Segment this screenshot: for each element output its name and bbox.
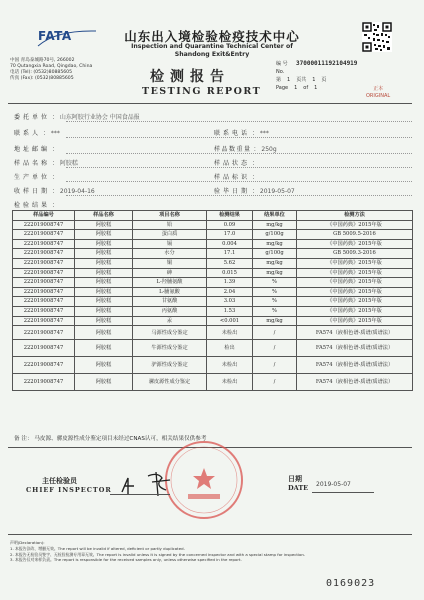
cell-unit: / — [253, 340, 297, 357]
cell-item: 水分 — [133, 249, 207, 259]
result-label: 检验结果 — [14, 202, 51, 209]
table-row — [13, 287, 413, 297]
table-header-row — [13, 211, 413, 221]
cell-result: 1.39 — [207, 278, 253, 288]
total-value: 1 — [312, 77, 316, 83]
cell-result: 未检出 — [207, 326, 253, 340]
table-row — [13, 297, 413, 307]
original-mark — [366, 86, 390, 100]
cell-unit: g/100g — [253, 249, 297, 259]
cell-sample-id: 222019008747 — [13, 340, 75, 357]
number-label-en: No. — [276, 69, 285, 75]
cell-method: 《中国药典》2015年版 — [297, 278, 413, 288]
contact-label: 联系人 — [14, 130, 42, 137]
cell-sample-id: 222019008747 — [13, 239, 75, 249]
table-row — [13, 220, 413, 230]
cell-method: GB 5009.5-2016 — [297, 230, 413, 240]
table-row — [13, 306, 413, 316]
cell-sample-id: 222019008747 — [13, 258, 75, 268]
quantity-field: 样品数重量 ： 250g — [214, 146, 277, 153]
sample-state-field: 样品状态 ： — [214, 160, 258, 167]
header-sample-id: 样品编号 — [13, 211, 75, 221]
page-value: 1 — [287, 77, 291, 83]
cell-method: 《中国药典》2015年版 — [297, 220, 413, 230]
quantity-label: 样品数重量 — [214, 146, 252, 153]
cell-unit: mg/kg — [253, 258, 297, 268]
cell-method: 《中国药典》2015年版 — [297, 239, 413, 249]
cell-sample-id: 222019008747 — [13, 297, 75, 307]
page-value-en: 1 — [294, 85, 298, 91]
cell-result: 0.004 — [207, 239, 253, 249]
cell-item: 镉 — [133, 239, 207, 249]
declaration-item: 1. 本报告涂改、增删无效。The report will be invalid if altered, deficient or partly duplicated. — [10, 545, 185, 551]
address-line: 中国 青岛泰城路70号, 266002 — [10, 58, 75, 63]
field-underline — [66, 121, 412, 122]
remark-text: 备 注： 马皮源、骡皮源性成分鉴定项目未经过CNAS认可，相关结果仅供参考 — [14, 436, 207, 442]
cell-item: 骡皮源性成分鉴定 — [133, 374, 207, 391]
declaration — [10, 540, 414, 563]
table-row — [13, 374, 413, 391]
cell-result: 1.53 — [207, 306, 253, 316]
cell-item: 砷 — [133, 268, 207, 278]
cell-result: 2.04 — [207, 287, 253, 297]
table-row — [13, 316, 413, 326]
cell-item: 蛋白质 — [133, 230, 207, 240]
signature-line — [110, 494, 170, 495]
sample-name-label: 样品名称 — [14, 160, 51, 167]
cell-sample-id: 222019008747 — [13, 306, 75, 316]
cell-result: 未检出 — [207, 374, 253, 391]
cell-item: 马源性成分鉴定 — [133, 326, 207, 340]
sample-mark-label: 样品标识 — [214, 174, 251, 181]
finished-date-value: 2019-05-07 — [259, 188, 295, 195]
cell-sample-id: 222019008747 — [13, 230, 75, 240]
received-date-value: 2019-04-16 — [59, 188, 95, 195]
cell-unit: % — [253, 278, 297, 288]
cell-item: 铅 — [133, 220, 207, 230]
cell-method: FA574（液相色谱-质谱/质谱法） — [297, 357, 413, 374]
cell-unit: mg/kg — [253, 268, 297, 278]
cell-item: 牛源性成分鉴定 — [133, 340, 207, 357]
cell-unit: g/100g — [253, 230, 297, 240]
quantity-value: 250g — [261, 146, 277, 153]
cell-method: 《中国药典》2015年版 — [297, 287, 413, 297]
sample-mark-field: 样品标识 ： — [214, 174, 258, 181]
sample-state-label: 样品状态 — [214, 160, 251, 167]
cell-result: 5.62 — [207, 258, 253, 268]
cell-sample-id: 222019008747 — [13, 268, 75, 278]
cell-sample-name: 阿胶糕 — [75, 258, 133, 268]
center-name-en-line2: Shandong Exit&Entry — [174, 51, 250, 58]
logo-text: FATA — [38, 29, 72, 43]
cell-sample-name: 阿胶糕 — [75, 230, 133, 240]
cell-sample-name: 阿胶糕 — [75, 249, 133, 259]
report-number-block — [276, 60, 357, 92]
chief-inspector-label-cn: 主任检验员 — [42, 477, 77, 485]
declaration-divider — [8, 534, 412, 535]
cell-result: 17.1 — [207, 249, 253, 259]
header-divider — [8, 103, 412, 104]
cell-result: 0.015 — [207, 268, 253, 278]
center-name-cn: 山东出入境检验检疫技术中心 — [124, 29, 300, 44]
header-sample-name: 样品名称 — [75, 211, 133, 221]
report-number: 37000011192104919 — [296, 60, 358, 67]
producer-label: 生产单位 — [14, 174, 51, 181]
date-line — [312, 492, 374, 493]
of-value-en: 1 — [314, 85, 318, 91]
date-label-en: DATE — [288, 484, 309, 492]
table-row — [13, 278, 413, 288]
phone-value: *** — [259, 130, 269, 137]
cell-result: <0.001 — [207, 316, 253, 326]
fax-line: 传真 (Fax): (0532)80885605 — [10, 76, 74, 81]
declaration-item: 3. 本报告仅对来样负责。The report is responsible for the received samples only, unless otherwise specified in the report. — [10, 557, 242, 563]
signature-date: 2019-05-07 — [316, 481, 351, 488]
original-en: ORIGINAL — [366, 93, 391, 99]
cell-unit: mg/kg — [253, 220, 297, 230]
cell-sample-id: 222019008747 — [13, 287, 75, 297]
cell-item: 甘氨酸 — [133, 297, 207, 307]
field-underline — [66, 167, 412, 168]
cell-unit: % — [253, 306, 297, 316]
tel-line: 电话 (Tel): (0532)80885605 — [10, 70, 73, 75]
address-label: 地址邮编 — [14, 146, 51, 153]
cell-item: 丙氨酸 — [133, 306, 207, 316]
table-row — [13, 239, 413, 249]
table-row — [13, 340, 413, 357]
sample-name-field: 样品名称 ： 阿胶糕 — [14, 160, 78, 167]
header-method: 检测方法 — [297, 211, 413, 221]
result-heading: 检验结果 ： — [14, 202, 58, 209]
cell-sample-name: 阿胶糕 — [75, 357, 133, 374]
table-row — [13, 357, 413, 374]
cell-result: 检出 — [207, 340, 253, 357]
date-label-cn: 日期 — [288, 475, 302, 483]
table-row — [13, 230, 413, 240]
serial-number: 0169023 — [326, 578, 376, 589]
client-field: 委托单位 ： 山东阿胶行业协会 中国食品报 — [14, 114, 140, 121]
cell-sample-name: 阿胶糕 — [75, 220, 133, 230]
cell-sample-name: 阿胶糕 — [75, 306, 133, 316]
cell-item: 汞 — [133, 316, 207, 326]
center-name-en — [112, 43, 312, 59]
phone-field: 联系电话 ： *** — [214, 130, 269, 137]
cell-sample-name: 阿胶糕 — [75, 268, 133, 278]
cell-result: 17.0 — [207, 230, 253, 240]
cell-item: 铜 — [133, 258, 207, 268]
field-underline — [66, 195, 412, 196]
table-row — [13, 258, 413, 268]
cell-method: FA574（液相色谱-质谱/质谱法） — [297, 326, 413, 340]
contact-field: 联系人 ： *** — [14, 130, 60, 137]
cell-sample-name: 阿胶糕 — [75, 297, 133, 307]
header-unit: 结果单位 — [253, 211, 297, 221]
original-cn: 正本 — [373, 86, 384, 92]
cell-item: L-脯氨酸 — [133, 287, 207, 297]
phone-label: 联系电话 — [214, 130, 251, 137]
cell-sample-id: 222019008747 — [13, 357, 75, 374]
cell-sample-name: 阿胶糕 — [75, 340, 133, 357]
declaration-title: 声明(Declaration): — [10, 540, 45, 545]
field-underline — [66, 137, 412, 138]
cell-sample-id: 222019008747 — [13, 316, 75, 326]
cell-sample-name: 阿胶糕 — [75, 287, 133, 297]
cell-sample-name: 阿胶糕 — [75, 239, 133, 249]
cell-sample-id: 222019008747 — [13, 249, 75, 259]
report-title-en: TESTING REPORT — [142, 86, 262, 97]
cell-method: 《中国药典》2015年版 — [297, 258, 413, 268]
cell-sample-id: 222019008747 — [13, 278, 75, 288]
table-row — [13, 268, 413, 278]
sample-name-value: 阿胶糕 — [59, 160, 78, 167]
field-underline — [66, 153, 412, 154]
received-date-field: 收样日期 ： 2019-04-16 — [14, 188, 95, 195]
page-label-en: Page — [276, 85, 289, 91]
cell-unit: mg/kg — [253, 316, 297, 326]
cell-item: 驴源性成分鉴定 — [133, 357, 207, 374]
finished-date-field: 验毕日期 ： 2019-05-07 — [214, 188, 295, 195]
number-label: 编 号 — [276, 61, 288, 67]
cell-sample-name: 阿胶糕 — [75, 278, 133, 288]
center-name-en-line1: Inspection and Quarantine Technical Center of — [131, 43, 293, 50]
cell-unit: / — [253, 357, 297, 374]
cell-result: 3.03 — [207, 297, 253, 307]
field-underline — [66, 181, 412, 182]
header-item-name: 项目名称 — [133, 211, 207, 221]
client-value: 山东阿胶行业协会 中国食品报 — [59, 114, 140, 121]
finished-date-label: 验毕日期 — [214, 188, 251, 195]
table-row — [13, 326, 413, 340]
total-label: 页共 — [296, 77, 307, 83]
cell-unit: / — [253, 326, 297, 340]
cell-result: 未检出 — [207, 357, 253, 374]
cell-method: 《中国药典》2015年版 — [297, 316, 413, 326]
producer-field: 生产单位 ： — [14, 174, 58, 181]
cell-sample-id: 222019008747 — [13, 374, 75, 391]
cell-result: 0.09 — [207, 220, 253, 230]
official-stamp-icon — [162, 438, 246, 522]
qr-code-icon — [362, 22, 392, 52]
results-table — [12, 210, 413, 391]
cell-method: 《中国药典》2015年版 — [297, 306, 413, 316]
address-field: 地址邮编 ： — [14, 146, 58, 153]
chief-inspector-label-en: CHIEF INSPECTOR — [26, 486, 112, 494]
cell-method: 《中国药典》2015年版 — [297, 268, 413, 278]
cell-method: GB 5009.3-2016 — [297, 249, 413, 259]
cell-sample-id: 222019008747 — [13, 220, 75, 230]
address-line: 70 Qutangxia Road, Qingdao, China — [10, 64, 93, 69]
of-label-en: of — [303, 85, 309, 91]
cell-method: FA574（液相色谱-质谱/质谱法） — [297, 374, 413, 391]
cell-sample-id: 222019008747 — [13, 326, 75, 340]
cell-sample-name: 阿胶糕 — [75, 316, 133, 326]
header-result: 检测结果 — [207, 211, 253, 221]
cell-item: L-羟脯氨酸 — [133, 278, 207, 288]
client-label: 委托单位 — [14, 114, 51, 121]
cell-unit: % — [253, 297, 297, 307]
report-title-cn: 检测报告 — [150, 69, 230, 85]
page-suffix: 页 — [321, 77, 327, 83]
contact-value: *** — [50, 130, 60, 137]
cell-unit: / — [253, 374, 297, 391]
page-label: 第 — [276, 77, 282, 83]
cell-method: 《中国药典》2015年版 — [297, 297, 413, 307]
cell-unit: % — [253, 287, 297, 297]
cell-method: FA574（液相色谱-质谱/质谱法） — [297, 340, 413, 357]
declaration-item: 2. 本报告无检验员签字、无检验检测专用章无效。The report is invalid unless it is signed by the concerned inspector and with a special stamp for inspection. — [10, 551, 306, 557]
received-date-label: 收样日期 — [14, 188, 51, 195]
cell-sample-name: 阿胶糕 — [75, 326, 133, 340]
cell-unit: mg/kg — [253, 239, 297, 249]
center-address — [10, 58, 92, 82]
table-row — [13, 249, 413, 259]
cell-sample-name: 阿胶糕 — [75, 374, 133, 391]
